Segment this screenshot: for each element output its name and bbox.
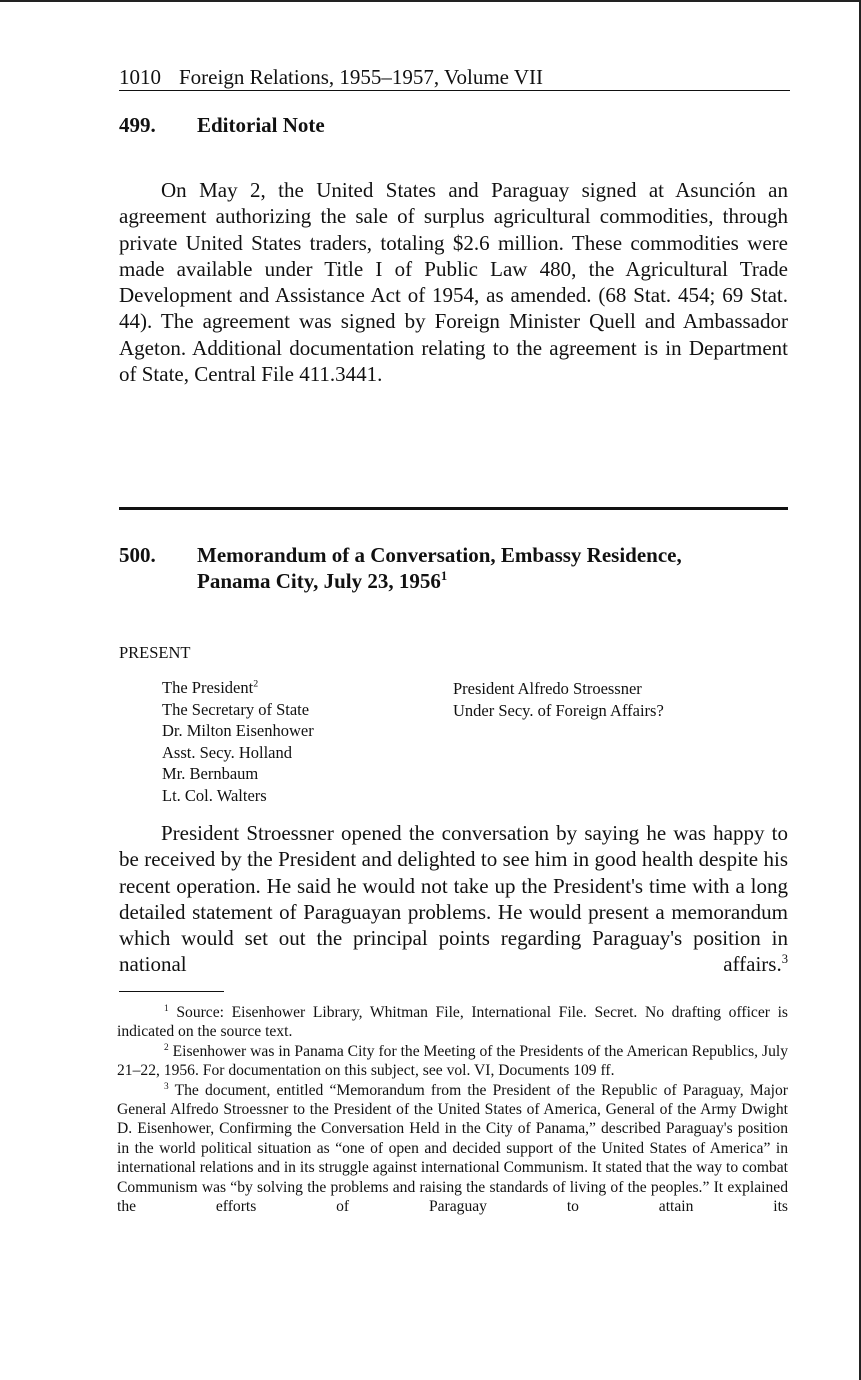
present-label: PRESENT	[119, 643, 191, 662]
footnote-ref-1: 1	[440, 569, 448, 583]
section-500-title-line1: Memorandum of a Conversation, Embassy Residence,	[197, 543, 682, 567]
footnote-ref-3: 3	[781, 952, 788, 967]
section-divider	[119, 507, 788, 510]
section-500-number: 500.	[119, 543, 156, 567]
attendee: Lt. Col. Walters	[162, 785, 267, 805]
attendee: President Alfredo Stroessner	[453, 679, 642, 698]
footnote-separator	[119, 991, 224, 992]
footnotes	[117, 1003, 788, 1216]
section-500-title-line2: Panama City, July 23, 1956$^1$	[197, 569, 448, 593]
section-500-title	[197, 542, 682, 594]
editorial-note-paragraph: On May 2, the United States and Paraguay signed at Asunción an agreement authorizing the sale of surplus agricultural commodities, through private United States traders, totaling $2.6 million. These commodities were made available under Title I of Public Law 480, the Agricultural Trade Development and Assistance Act of 1954, as amended. (68 Stat. 454; 69 Stat. 44). The agreement was signed by Foreign Minister Quell and Ambassador Ageton. Additional documentation relating to the agreement is in Department of State, Central File 411.3441.	[119, 178, 788, 387]
footnote-1: $^1$ Source: Eisenhower Library, Whitman File, International File. Secret. No drafting officer is indicated on the source text.	[117, 1003, 789, 1041]
footnote-ref-2: 2	[253, 678, 259, 690]
footnote-3: $^3$ The document, entitled “Memorandum from the President of the Republic of Paraguay, Major General Alfredo Stroessner to the President of the United States of America, General of the Army Dwight D. Eisenhower, Confirming the Conversation Held in the City of Panama,” described Paraguay's position in the world political situation as “one of open and decided support of the United States of America” in international relations and in its struggle against international Communism. It stated that the way to combat Communism was “by solving the problems and raising the standards of living of the peoples.” It explained the efforts of Paraguay to attain its	[117, 1081, 788, 1216]
attendee: Under Secy. of Foreign Affairs?	[453, 700, 664, 720]
attendee: The President$^2$	[162, 678, 259, 697]
attendee: Mr. Bernbaum	[162, 764, 259, 784]
conversation-paragraph: President Stroessner opened the conversation by saying he was happy to be received by the President and delighted to see him in good health despite his recent operation. He said he would not take up the President's time with a long detailed statement of Paraguayan problems. He would present a memorandum which would set out the principal points regarding Paraguay's position in national affairs.$^3$	[119, 821, 788, 977]
footnote-2: $^2$ Eisenhower was in Panama City for the Meeting of the Presidents of the American Republics, July 21–22, 1956. For documentation on this subject, see vol. VI, Documents 109 ff.	[117, 1042, 788, 1080]
section-499-number: 499.	[119, 113, 156, 137]
page-top-border	[0, 0, 861, 2]
present-list-us	[162, 677, 314, 807]
attendee: Asst. Secy. Holland	[162, 742, 293, 762]
attendee: The Secretary of State	[162, 699, 310, 719]
present-list-paraguay	[453, 678, 664, 721]
page-number: 1010	[119, 65, 161, 89]
attendee: Dr. Milton Eisenhower	[162, 721, 314, 741]
section-499-title: Editorial Note	[197, 113, 325, 137]
running-title: Foreign Relations, 1955–1957, Volume VII	[179, 65, 543, 89]
running-header	[119, 64, 790, 91]
